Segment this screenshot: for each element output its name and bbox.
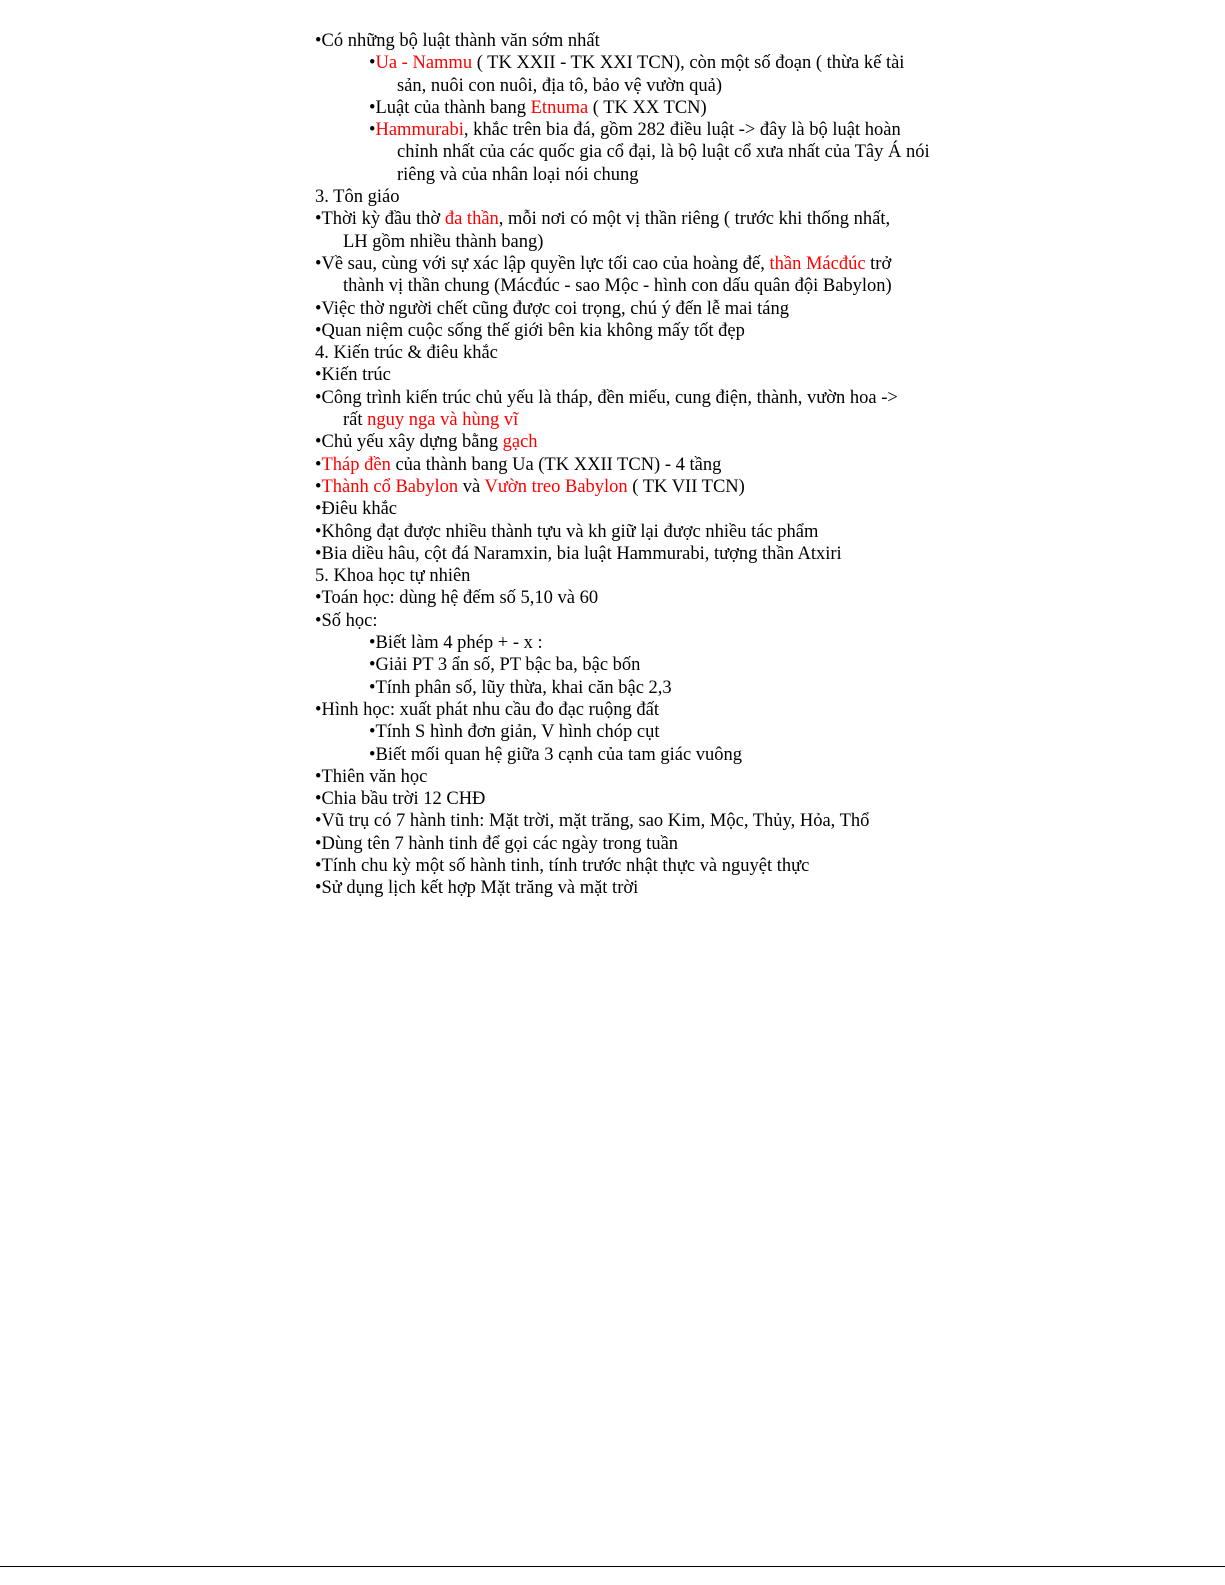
document-body (315, 30, 975, 900)
bullet-item (315, 521, 975, 543)
bullet-item (315, 766, 975, 788)
bullet-item (315, 877, 975, 899)
section-heading (315, 342, 975, 364)
highlighted-term: thần Mácđúc (769, 253, 866, 274)
sub-bullet-item (315, 721, 975, 743)
highlighted-term: Etnuma (530, 97, 589, 118)
text-segment: • (369, 53, 376, 74)
text-segment: •Quan niệm cuộc sống thế giới bên kia không mấy tốt đẹp (315, 320, 745, 341)
text-segment: •Bia diều hâu, cột đá Naramxin, bia luật Hammurabi, tượng thần Atxiri (315, 543, 842, 564)
text-segment: •Tính S hình đơn giản, V hình chóp cụt (369, 722, 660, 743)
bullet-item (315, 610, 975, 632)
highlighted-term: Hammurabi (375, 120, 464, 141)
text-segment: ( TK XX TCN) (588, 97, 707, 118)
continuation-line (315, 275, 975, 297)
sub-bullet-item (315, 97, 975, 119)
text-segment: •Việc thờ người chết cũng được coi trọng, chú ý đến lễ mai táng (315, 298, 789, 319)
text-segment: • (315, 476, 322, 497)
text-segment: LH gồm nhiều thành bang) (343, 231, 544, 252)
bullet-item (315, 833, 975, 855)
highlighted-term: Ua - Nammu (375, 53, 473, 74)
text-segment: •Không đạt được nhiều thành tựu và kh giữ lại được nhiều tác phẩm (315, 521, 819, 542)
text-segment: của thành bang Ua (TK XXII TCN) - 4 tầng (390, 454, 722, 475)
bullet-item (315, 253, 975, 275)
text-segment: ( TK VII TCN) (627, 476, 745, 497)
highlighted-term: Vườn treo Babylon (484, 476, 628, 497)
text-segment: •Tính chu kỳ một số hành tinh, tính trước nhật thực và nguyệt thực (315, 855, 810, 876)
text-segment: •Hình học: xuất phát nhu cầu đo đạc ruộng đất (315, 699, 660, 720)
sub-bullet-item (315, 744, 975, 766)
text-segment: •Toán học: dùng hệ đếm số 5,10 và 60 (315, 588, 599, 609)
highlighted-term: đa thần (444, 209, 499, 230)
text-segment: •Dùng tên 7 hành tinh để gọi các ngày trong tuần (315, 833, 679, 854)
bullet-item (315, 855, 975, 877)
continuation-line (315, 75, 975, 97)
text-segment: ( TK XXII - TK XXI TCN), còn một số đoạn ( thừa kế tài (472, 53, 905, 74)
bullet-item (315, 431, 975, 453)
text-segment: , mỗi nơi có một vị thần riêng ( trước khi thống nhất, (498, 209, 891, 230)
sub-bullet-item (315, 119, 975, 141)
bullet-item (315, 788, 975, 810)
text-segment: • (369, 120, 376, 141)
bullet-item (315, 320, 975, 342)
continuation-line (315, 141, 975, 163)
text-segment: •Kiến trúc (315, 365, 391, 386)
text-segment: •Chủ yếu xây dựng bằng (315, 432, 503, 453)
bullet-item (315, 476, 975, 498)
bullet-item (315, 810, 975, 832)
text-segment: rất (343, 410, 368, 431)
continuation-line (315, 409, 975, 431)
bullet-item (315, 364, 975, 386)
bullet-item (315, 387, 975, 409)
section-heading (315, 186, 975, 208)
sub-bullet-item (315, 654, 975, 676)
text-segment: •Biết làm 4 phép + - x : (369, 633, 543, 654)
sub-bullet-item (315, 677, 975, 699)
text-segment: sản, nuôi con nuôi, địa tô, bảo vệ vườn quả) (397, 75, 722, 96)
text-segment: và (458, 476, 485, 497)
continuation-line (315, 231, 975, 253)
bullet-item (315, 454, 975, 476)
bullet-item (315, 208, 975, 230)
highlighted-term: Tháp đền (321, 454, 391, 475)
page-bottom-divider (0, 1566, 1225, 1567)
text-segment: •Biết mối quan hệ giữa 3 cạnh của tam giác vuông (369, 744, 743, 765)
text-segment: trở (865, 253, 892, 274)
highlighted-term: Thành cổ Babylon (321, 476, 459, 497)
text-segment: • (315, 454, 322, 475)
continuation-line (315, 164, 975, 186)
text-segment: •Sử dụng lịch kết hợp Mặt trăng và mặt trời (315, 878, 639, 899)
bullet-item (315, 298, 975, 320)
text-segment: •Điêu khắc (315, 499, 397, 520)
section-heading (315, 565, 975, 587)
text-segment: riêng và của nhân loại nói chung (397, 164, 639, 185)
text-segment: •Tính phân số, lũy thừa, khai căn bậc 2,3 (369, 677, 672, 698)
highlighted-term: nguy nga và hùng vĩ (367, 410, 519, 431)
text-segment: 5. Khoa học tự nhiên (315, 566, 471, 587)
bullet-item (315, 498, 975, 520)
bullet-item (315, 30, 975, 52)
text-segment: 3. Tôn giáo (315, 187, 400, 208)
text-segment: •Thiên văn học (315, 766, 428, 787)
text-segment: •Chia bầu trời 12 CHĐ (315, 789, 486, 810)
sub-bullet-item (315, 52, 975, 74)
text-segment: chỉnh nhất của các quốc gia cổ đại, là bộ luật cổ xưa nhất của Tây Á nói (397, 142, 930, 163)
text-segment: •Công trình kiến trúc chủ yếu là tháp, đền miếu, cung điện, thành, vườn hoa -> (315, 387, 898, 408)
text-segment: •Luật của thành bang (369, 97, 531, 118)
bullet-item (315, 699, 975, 721)
text-segment: •Thời kỳ đầu thờ (315, 209, 445, 230)
text-segment: thành vị thần chung (Mácđúc - sao Mộc - hình con dấu quân đội Babylon) (343, 276, 892, 297)
bullet-item (315, 587, 975, 609)
text-segment: , khắc trên bia đá, gồm 282 điều luật -> đây là bộ luật hoàn (463, 120, 901, 141)
text-segment: •Số học: (315, 610, 378, 631)
text-segment: 4. Kiến trúc & điêu khắc (315, 343, 498, 364)
text-segment: •Có những bộ luật thành văn sớm nhất (315, 31, 600, 51)
text-segment: •Vũ trụ có 7 hành tinh: Mặt trời, mặt trăng, sao Kim, Mộc, Thủy, Hỏa, Thổ (315, 811, 870, 832)
sub-bullet-item (315, 632, 975, 654)
highlighted-term: gạch (502, 432, 538, 453)
text-segment: •Giải PT 3 ẩn số, PT bậc ba, bậc bốn (369, 655, 641, 676)
bullet-item (315, 543, 975, 565)
text-segment: •Về sau, cùng với sự xác lập quyền lực tối cao của hoàng đế, (315, 253, 770, 274)
